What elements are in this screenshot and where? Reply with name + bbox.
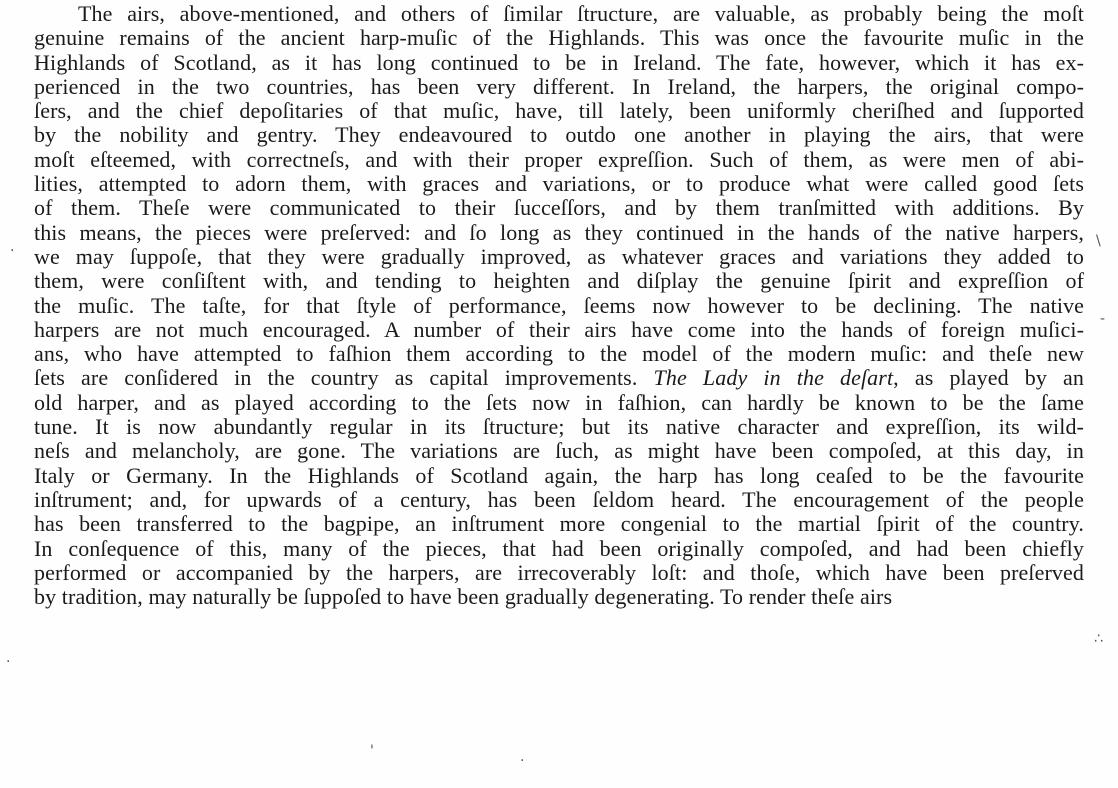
text-line: them, were conſiſtent with, and tending to heighten and diſplay the genuine ſpirit and expreſſion of xyxy=(34,268,1084,294)
text-line: by tradition, may naturally be ſuppoſed to have been gradually degenerating. To render theſe airs xyxy=(34,584,893,610)
text-line: Highlands of Scotland, as it has long continued to be in Ireland. The fate, however, which it has ex- xyxy=(34,49,1084,75)
scan-speck: · xyxy=(520,753,525,769)
text-line: neſs and melancholy, are gone. The variations are ſuch, as might have been compoſed, at this day, in xyxy=(34,438,1084,464)
text-line: lities, attempted to adorn them, with graces and variations, or to produce what were called good ſets xyxy=(34,171,1084,197)
text-line-start: ſets are conſidered in the country as capital improvements. xyxy=(34,365,638,391)
text-line: moſt eſteemed, with correctneſs, and with their proper expreſſion. Such of them, as were men of abi- xyxy=(34,146,1084,172)
scan-speck: · xyxy=(10,243,15,259)
text-line: harpers are not much encouraged. A number of their airs have come into the hands of foreign muſici- xyxy=(34,316,1084,342)
text-line: ſers, and the chief depoſitaries of that muſic, have, till lately, been uniformly cheriſhed and ſupported xyxy=(34,98,1084,124)
text-line: genuine remains of the ancient harp-muſic of the Highlands. This was once the favourite muſic in the xyxy=(34,25,1084,51)
text-line: performed or accompanied by the harpers, are irrecoverably loſt: and thoſe, which have been preſerved xyxy=(34,559,1084,585)
scan-speck: ' xyxy=(370,743,374,759)
text-line: The airs, above-mentioned, and others of ſimilar ſtructure, are valuable, as probably being the moſt xyxy=(78,1,1084,26)
song-title: The Lady in the deſart xyxy=(653,365,894,391)
text-line: the muſic. The taſte, for that ſtyle of performance, ſeems now however to be declining. The native xyxy=(34,292,1084,318)
text-line-with-title xyxy=(34,366,1084,390)
text-line: perienced in the two countries, has been very different. In Ireland, the harpers, the original compo- xyxy=(34,73,1084,99)
scan-speck: ∴ xyxy=(1094,631,1103,647)
text-line: Italy or Germany. In the Highlands of Scotland again, the harp has long ceaſed to be the favourite xyxy=(34,462,1084,488)
scan-speck: - xyxy=(1100,311,1106,327)
text-line: tune. It is now abundantly regular in its ſtructure; but its native character and expreſſion, its wild- xyxy=(34,414,1084,440)
text-line: by the nobility and gentry. They endeavoured to outdo one another in playing the airs, that were xyxy=(34,122,1084,148)
text-line: ans, who have attempted to faſhion them according to the model of the modern muſic: and theſe new xyxy=(34,341,1084,367)
text-line: inſtrument; and, for upwards of a century, has been ſeldom heard. The encouragement of the people xyxy=(34,486,1084,512)
text-line: this means, the pieces were preſerved: and ſo long as they continued in the hands of the native harpers, xyxy=(34,219,1084,245)
text-line-end: , as played by an xyxy=(893,365,1084,391)
text-line: old harper, and as played according to the ſets now in faſhion, can hardly be known to be the ſame xyxy=(34,389,1084,415)
body-text xyxy=(34,2,1084,609)
text-line: of them. Theſe were communicated to their ſucceſſors, and by them tranſmitted with additions. By xyxy=(34,195,1084,221)
scan-speck: · xyxy=(6,654,11,670)
text-line: In conſequence of this, many of the pieces, that had been originally compoſed, and had been chiefly xyxy=(34,535,1084,561)
text-line: we may ſuppoſe, that they were gradually improved, as whatever graces and variations they added to xyxy=(34,243,1084,269)
scan-speck: \ xyxy=(1096,233,1101,249)
text-line: has been transferred to the bagpipe, an inſtrument more congenial to the martial ſpirit of the country. xyxy=(34,511,1084,537)
